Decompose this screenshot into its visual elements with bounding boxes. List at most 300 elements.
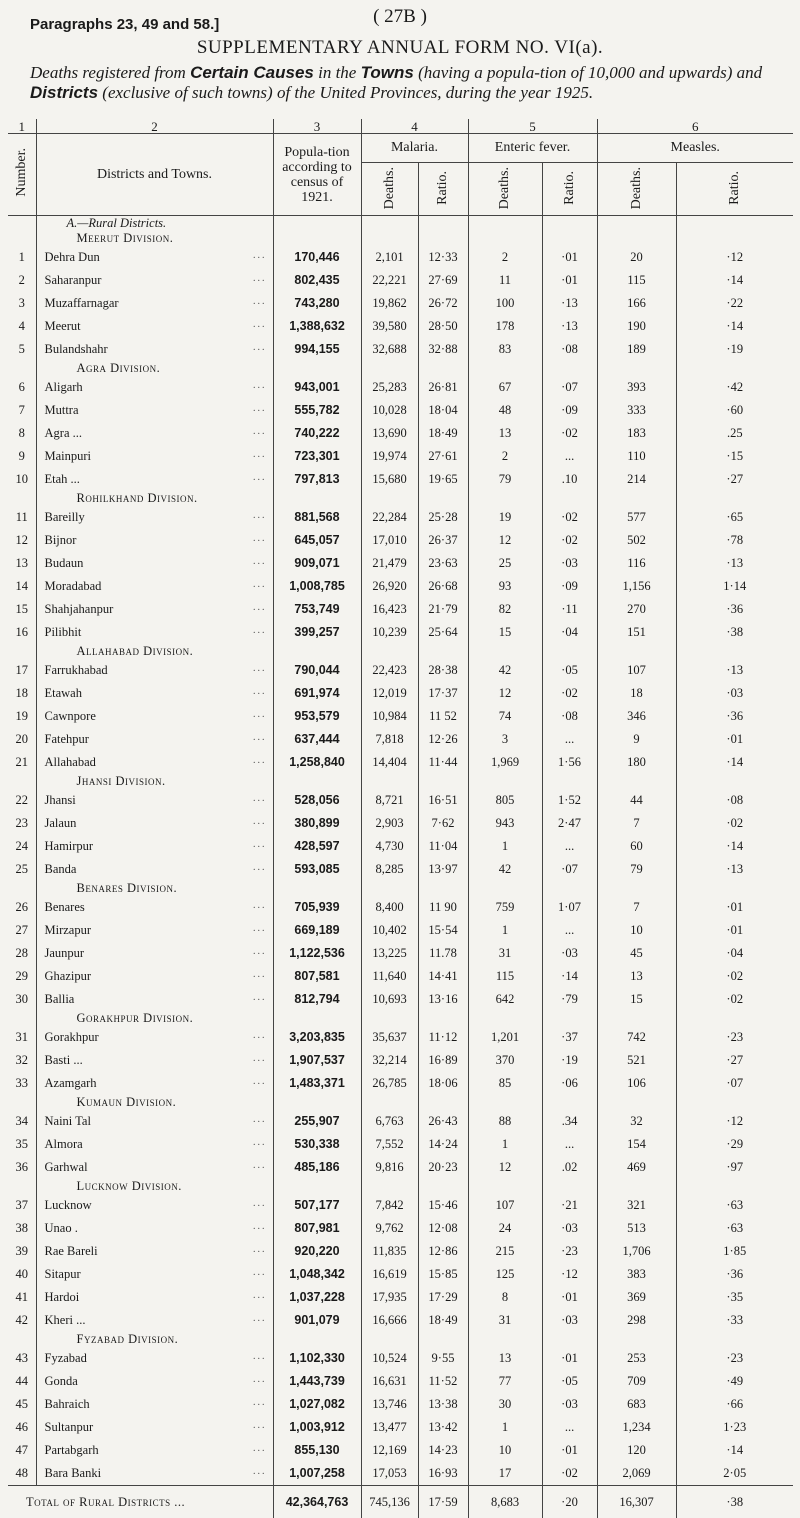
enteric-deaths-value: 12 — [468, 682, 542, 705]
malaria-deaths-value: 12,019 — [361, 682, 418, 705]
measles-ratio-value: ·02 — [676, 988, 793, 1011]
district-name: Moradabad — [45, 579, 102, 593]
measles-ratio-value: ·13 — [676, 858, 793, 881]
row-number: 2 — [8, 269, 36, 292]
district-name-cell — [36, 1156, 273, 1179]
measles-ratio-value: 2·05 — [676, 1462, 793, 1486]
district-name-cell — [36, 812, 273, 835]
enteric-ratio-value: ·05 — [542, 1370, 597, 1393]
district-name: Aligarh — [45, 380, 83, 394]
table-row — [8, 659, 793, 682]
malaria-ratio-value: 13·16 — [418, 988, 468, 1011]
row-number: 27 — [8, 919, 36, 942]
population-value: 705,939 — [273, 896, 361, 919]
population-value: 1,122,536 — [273, 942, 361, 965]
leader-dots: ... — [253, 947, 273, 957]
population-value: 428,597 — [273, 835, 361, 858]
measles-deaths-value: 513 — [597, 1217, 676, 1240]
measles-deaths-value: 1,156 — [597, 575, 676, 598]
measles-ratio-value: ·12 — [676, 246, 793, 269]
malaria-ratio-value: 27·69 — [418, 269, 468, 292]
enteric-ratio-value: ·13 — [542, 292, 597, 315]
district-name-cell — [36, 621, 273, 644]
row-number: 22 — [8, 789, 36, 812]
total-population: 42,364,763 — [273, 1486, 361, 1518]
district-name-cell — [36, 1309, 273, 1332]
measles-deaths-value: 683 — [597, 1393, 676, 1416]
division-name: Agra Division. — [36, 361, 273, 376]
population-value: 399,257 — [273, 621, 361, 644]
empty-cell — [361, 231, 418, 246]
enteric-ratio-value: ·02 — [542, 529, 597, 552]
table-row — [8, 705, 793, 728]
population-value: 807,581 — [273, 965, 361, 988]
table-row — [8, 1194, 793, 1217]
measles-ratio-value: ·27 — [676, 468, 793, 491]
leader-dots: ... — [253, 450, 273, 460]
number-header-text: Number. — [15, 148, 29, 197]
population-value: 645,057 — [273, 529, 361, 552]
enteric-ratio-value: ... — [542, 1416, 597, 1439]
table-row — [8, 1439, 793, 1462]
measles-deaths-value: 15 — [597, 988, 676, 1011]
malaria-ratio-value: 11·44 — [418, 751, 468, 774]
leader-dots: ... — [253, 404, 273, 414]
leader-dots: ... — [253, 274, 273, 284]
malaria-ratio-value: 28·50 — [418, 315, 468, 338]
division-row — [8, 1179, 793, 1194]
district-name: Etah ... — [45, 472, 80, 486]
enteric-deaths-value: 1,201 — [468, 1026, 542, 1049]
enteric-ratio-value: ·11 — [542, 598, 597, 621]
empty-cell — [676, 1332, 793, 1347]
leader-dots: ... — [253, 733, 273, 743]
measles-ratio-value: ·36 — [676, 705, 793, 728]
enteric-deaths-value: 85 — [468, 1072, 542, 1095]
leader-dots: ... — [253, 1077, 273, 1087]
district-name-cell — [36, 246, 273, 269]
measles-ratio-value: ·02 — [676, 965, 793, 988]
row-number: 4 — [8, 315, 36, 338]
measles-ratio-value: ·14 — [676, 1439, 793, 1462]
district-name: Benares — [45, 900, 85, 914]
empty-cell — [361, 361, 418, 376]
district-name: Banda — [45, 862, 77, 876]
measles-deaths-value: 214 — [597, 468, 676, 491]
enteric-ratio-value: ·04 — [542, 621, 597, 644]
district-name: Azamgarh — [45, 1076, 97, 1090]
enteric-ratio-value: ·05 — [542, 659, 597, 682]
enteric-ratio-value: ·01 — [542, 246, 597, 269]
measles-ratio-value: ·13 — [676, 552, 793, 575]
division-name: Meerut Division. — [36, 231, 273, 246]
subtitle-emphasis: Districts — [30, 83, 98, 102]
population-value: 753,749 — [273, 598, 361, 621]
empty-cell — [597, 1095, 676, 1110]
leader-dots: ... — [253, 1138, 273, 1148]
measles-ratio-value: ·14 — [676, 315, 793, 338]
district-name: Gonda — [45, 1374, 78, 1388]
malaria-ratio-value: 12·86 — [418, 1240, 468, 1263]
leader-dots: ... — [253, 1314, 273, 1324]
table-row — [8, 338, 793, 361]
row-number: 30 — [8, 988, 36, 1011]
enteric-deaths-value: 82 — [468, 598, 542, 621]
population-value: 812,794 — [273, 988, 361, 1011]
leader-dots: ... — [253, 1031, 273, 1041]
enteric-deaths-header — [468, 163, 542, 216]
population-value: 920,220 — [273, 1240, 361, 1263]
enteric-deaths-value: 2 — [468, 246, 542, 269]
empty-cell — [361, 644, 418, 659]
district-name: Lucknow — [45, 1198, 92, 1212]
enteric-ratio-value: ·09 — [542, 399, 597, 422]
malaria-ratio-value: 12·08 — [418, 1217, 468, 1240]
district-name-cell — [36, 858, 273, 881]
district-name: Pilibhit — [45, 625, 82, 639]
measles-ratio-value: ·04 — [676, 942, 793, 965]
enteric-deaths-value: 42 — [468, 659, 542, 682]
leader-dots: ... — [253, 1352, 273, 1362]
malaria-deaths-value: 19,974 — [361, 445, 418, 468]
district-name-cell — [36, 835, 273, 858]
measles-ratio-value: ·97 — [676, 1156, 793, 1179]
empty-cell — [597, 644, 676, 659]
district-name: Saharanpur — [45, 273, 102, 287]
district-name: Muttra — [45, 403, 79, 417]
row-number: 11 — [8, 506, 36, 529]
population-value: 380,899 — [273, 812, 361, 835]
empty-cell — [542, 361, 597, 376]
leader-dots: ... — [253, 756, 273, 766]
division-row — [8, 774, 793, 789]
malaria-ratio-value: 28·38 — [418, 659, 468, 682]
table-row — [8, 1309, 793, 1332]
leader-dots: ... — [253, 1467, 273, 1477]
enteric-ratio-value: ·02 — [542, 506, 597, 529]
empty-cell — [676, 774, 793, 789]
empty-cell — [273, 881, 361, 896]
enteric-ratio-value: 1·56 — [542, 751, 597, 774]
district-name: Agra ... — [45, 426, 83, 440]
population-value: 797,813 — [273, 468, 361, 491]
measles-ratio-value: ·35 — [676, 1286, 793, 1309]
population-value: 1,008,785 — [273, 575, 361, 598]
table-row — [8, 751, 793, 774]
subtitle-text: (exclusive of such towns) of the United Provinces, during the year 1925. — [98, 83, 593, 102]
malaria-ratio-value: 11·52 — [418, 1370, 468, 1393]
district-name: Garhwal — [45, 1160, 88, 1174]
district-name: Mirzapur — [45, 923, 92, 937]
measles-deaths-header — [597, 163, 676, 216]
enteric-deaths-value: 13 — [468, 1347, 542, 1370]
empty-cell — [273, 361, 361, 376]
measles-ratio-value: 1·14 — [676, 575, 793, 598]
leader-dots: ... — [253, 1291, 273, 1301]
enteric-deaths-value: 30 — [468, 1393, 542, 1416]
measles-deaths-value: 333 — [597, 399, 676, 422]
district-name-cell — [36, 942, 273, 965]
empty-cell — [468, 1011, 542, 1026]
empty-cell — [418, 644, 468, 659]
total-measles-deaths: 16,307 — [597, 1486, 676, 1518]
enteric-ratio-header — [542, 163, 597, 216]
enteric-deaths-value: 3 — [468, 728, 542, 751]
enteric-ratio-value: ·03 — [542, 1309, 597, 1332]
measles-deaths-value: 190 — [597, 315, 676, 338]
population-value: 1,102,330 — [273, 1347, 361, 1370]
malaria-ratio-value: 21·79 — [418, 598, 468, 621]
malaria-ratio-value: 15·46 — [418, 1194, 468, 1217]
malaria-deaths-value: 17,010 — [361, 529, 418, 552]
row-number: 24 — [8, 835, 36, 858]
population-value: 790,044 — [273, 659, 361, 682]
total-enteric-deaths: 8,683 — [468, 1486, 542, 1518]
measles-deaths-value: 154 — [597, 1133, 676, 1156]
measles-deaths-value: 18 — [597, 682, 676, 705]
empty-cell — [468, 491, 542, 506]
table-row — [8, 529, 793, 552]
enteric-deaths-value: 10 — [468, 1439, 542, 1462]
table-row — [8, 292, 793, 315]
leader-dots: ... — [253, 427, 273, 437]
empty-cell — [273, 1095, 361, 1110]
empty-cell — [418, 491, 468, 506]
district-name-cell — [36, 682, 273, 705]
empty-cell — [273, 644, 361, 659]
district-name-cell — [36, 728, 273, 751]
division-name: Jhansi Division. — [36, 774, 273, 789]
section-label: A.—Rural Districts. — [36, 216, 273, 232]
row-number: 12 — [8, 529, 36, 552]
malaria-ratio-value: 18·49 — [418, 1309, 468, 1332]
malaria-ratio-value: 12·26 — [418, 728, 468, 751]
enteric-deaths-value: 79 — [468, 468, 542, 491]
population-value: 901,079 — [273, 1309, 361, 1332]
measles-deaths-value: 469 — [597, 1156, 676, 1179]
table-row — [8, 1286, 793, 1309]
district-name: Bahraich — [45, 1397, 90, 1411]
enteric-deaths-value: 24 — [468, 1217, 542, 1240]
district-name: Bulandshahr — [45, 342, 108, 356]
enteric-ratio-value: ·08 — [542, 705, 597, 728]
malaria-ratio-value: 25·64 — [418, 621, 468, 644]
malaria-deaths-value: 16,666 — [361, 1309, 418, 1332]
enteric-deaths-value: 15 — [468, 621, 542, 644]
malaria-deaths-value: 26,785 — [361, 1072, 418, 1095]
measles-deaths-value: 321 — [597, 1194, 676, 1217]
row-number: 15 — [8, 598, 36, 621]
enteric-deaths-value: 93 — [468, 575, 542, 598]
population-value: 485,186 — [273, 1156, 361, 1179]
measles-deaths-value: 2,069 — [597, 1462, 676, 1486]
row-number: 23 — [8, 812, 36, 835]
column-number: 5 — [468, 119, 597, 134]
enteric-ratio-value: ·02 — [542, 422, 597, 445]
malaria-ratio-value: 18·04 — [418, 399, 468, 422]
measles-deaths-value: 79 — [597, 858, 676, 881]
malaria-deaths-value: 6,763 — [361, 1110, 418, 1133]
row-number: 13 — [8, 552, 36, 575]
measles-deaths-value: 7 — [597, 812, 676, 835]
division-row — [8, 1011, 793, 1026]
empty-cell — [273, 1332, 361, 1347]
empty-cell — [8, 491, 36, 506]
leader-dots: ... — [253, 1375, 273, 1385]
leader-dots: ... — [253, 1115, 273, 1125]
district-name: Mainpuri — [45, 449, 92, 463]
empty-cell — [542, 491, 597, 506]
population-value: 1,258,840 — [273, 751, 361, 774]
measles-ratio-value: ·42 — [676, 376, 793, 399]
malaria-ratio-value: 32·88 — [418, 338, 468, 361]
enteric-ratio-value: ·08 — [542, 338, 597, 361]
enteric-deaths-value: 805 — [468, 789, 542, 812]
district-name: Bareilly — [45, 510, 85, 524]
row-number: 14 — [8, 575, 36, 598]
district-name: Budaun — [45, 556, 84, 570]
malaria-ratio-value: 26·81 — [418, 376, 468, 399]
column-number: 1 — [8, 119, 36, 134]
population-value: 170,446 — [273, 246, 361, 269]
malaria-ratio-value: 15·54 — [418, 919, 468, 942]
enteric-deaths-value: 1 — [468, 1133, 542, 1156]
enteric-ratio-value: ·03 — [542, 552, 597, 575]
enteric-deaths-value: 1 — [468, 919, 542, 942]
district-name: Ballia — [45, 992, 75, 1006]
column-number: 2 — [36, 119, 273, 134]
measles-deaths-value: 116 — [597, 552, 676, 575]
number-header — [8, 134, 36, 216]
empty-cell — [676, 1011, 793, 1026]
row-number: 1 — [8, 246, 36, 269]
empty-cell — [8, 1332, 36, 1347]
malaria-deaths-value: 12,169 — [361, 1439, 418, 1462]
measles-deaths-value: 709 — [597, 1370, 676, 1393]
enteric-ratio-value: ·23 — [542, 1240, 597, 1263]
districts-header: Districts and Towns. — [36, 134, 273, 216]
measles-ratio-value: ·33 — [676, 1309, 793, 1332]
empty-cell — [273, 1011, 361, 1026]
measles-ratio-value: ·12 — [676, 1110, 793, 1133]
empty-cell — [676, 644, 793, 659]
table-row — [8, 1133, 793, 1156]
population-value: 528,056 — [273, 789, 361, 812]
enteric-ratio-value: ·02 — [542, 682, 597, 705]
district-name-cell — [36, 529, 273, 552]
total-label: Total of Rural Districts ... — [8, 1486, 273, 1518]
measles-deaths-value: 110 — [597, 445, 676, 468]
total-malaria-ratio: 17·59 — [418, 1486, 468, 1518]
population-value: 1,048,342 — [273, 1263, 361, 1286]
measles-ratio-value: ·49 — [676, 1370, 793, 1393]
empty-cell — [361, 1095, 418, 1110]
measles-deaths-value: 521 — [597, 1049, 676, 1072]
population-value: 723,301 — [273, 445, 361, 468]
measles-deaths-value: 115 — [597, 269, 676, 292]
population-value: 909,071 — [273, 552, 361, 575]
empty-cell — [542, 644, 597, 659]
division-row — [8, 1095, 793, 1110]
enteric-deaths-value: 178 — [468, 315, 542, 338]
leader-dots: ... — [253, 251, 273, 261]
enteric-deaths-value: 31 — [468, 942, 542, 965]
table-row — [8, 1072, 793, 1095]
row-number: 39 — [8, 1240, 36, 1263]
district-name: Almora — [45, 1137, 83, 1151]
district-name: Rae Bareli — [45, 1244, 98, 1258]
malaria-ratio-value: 14·41 — [418, 965, 468, 988]
malaria-ratio-value: 16·51 — [418, 789, 468, 812]
enteric-deaths-value: 100 — [468, 292, 542, 315]
ratio-label: Ratio. — [728, 171, 742, 205]
malaria-ratio-value: 26·37 — [418, 529, 468, 552]
table-row — [8, 858, 793, 881]
malaria-deaths-value: 16,631 — [361, 1370, 418, 1393]
enteric-deaths-value: 125 — [468, 1263, 542, 1286]
district-name-cell — [36, 445, 273, 468]
table-row — [8, 1462, 793, 1486]
district-name: Shahjahanpur — [45, 602, 114, 616]
measles-deaths-value: 7 — [597, 896, 676, 919]
district-name: Fyzabad — [45, 1351, 87, 1365]
empty-cell — [597, 774, 676, 789]
measles-deaths-value: 346 — [597, 705, 676, 728]
leader-dots: ... — [253, 603, 273, 613]
malaria-ratio-value: 9·55 — [418, 1347, 468, 1370]
measles-ratio-value: ·60 — [676, 399, 793, 422]
enteric-deaths-value: 11 — [468, 269, 542, 292]
row-number: 42 — [8, 1309, 36, 1332]
population-header — [273, 134, 361, 216]
empty-cell — [8, 361, 36, 376]
enteric-ratio-value: 1·52 — [542, 789, 597, 812]
malaria-deaths-value: 13,477 — [361, 1416, 418, 1439]
division-row — [8, 361, 793, 376]
enteric-header: Enteric fever. — [468, 134, 597, 163]
table-row — [8, 468, 793, 491]
measles-deaths-value: 298 — [597, 1309, 676, 1332]
malaria-deaths-value: 9,762 — [361, 1217, 418, 1240]
enteric-ratio-value: ·01 — [542, 1347, 597, 1370]
malaria-deaths-value: 16,423 — [361, 598, 418, 621]
measles-ratio-value: ·65 — [676, 506, 793, 529]
enteric-deaths-value: 19 — [468, 506, 542, 529]
district-name-cell — [36, 659, 273, 682]
subtitle-emphasis: Certain Causes — [190, 63, 314, 82]
measles-ratio-value: ·01 — [676, 919, 793, 942]
district-name-cell — [36, 988, 273, 1011]
malaria-deaths-value: 13,746 — [361, 1393, 418, 1416]
leader-dots: ... — [253, 511, 273, 521]
malaria-ratio-value: 18·49 — [418, 422, 468, 445]
column-number: 3 — [273, 119, 361, 134]
leader-dots: ... — [253, 1421, 273, 1431]
row-number: 32 — [8, 1049, 36, 1072]
division-name: Fyzabad Division. — [36, 1332, 273, 1347]
table-row — [8, 422, 793, 445]
row-number: 28 — [8, 942, 36, 965]
table-row — [8, 965, 793, 988]
row-number: 25 — [8, 858, 36, 881]
measles-deaths-value: 393 — [597, 376, 676, 399]
enteric-ratio-value: 2·47 — [542, 812, 597, 835]
district-name: Bijnor — [45, 533, 77, 547]
enteric-ratio-value: ... — [542, 919, 597, 942]
enteric-deaths-value: 13 — [468, 422, 542, 445]
leader-dots: ... — [253, 1268, 273, 1278]
leader-dots: ... — [253, 794, 273, 804]
